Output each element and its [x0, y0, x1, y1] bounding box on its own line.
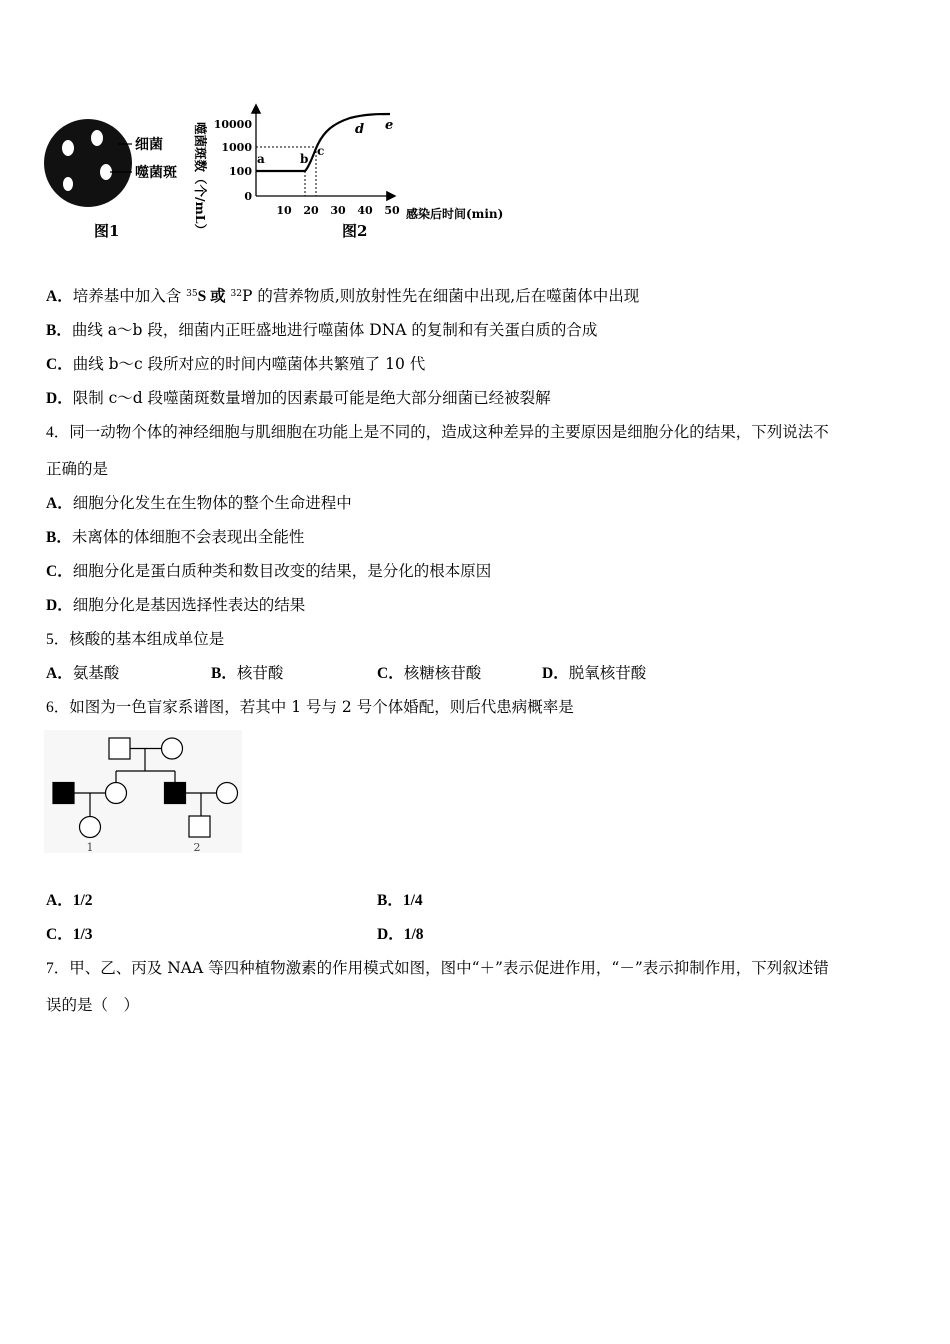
q6-number: 6． — [46, 699, 70, 716]
x-tick-50: 50 — [384, 204, 400, 217]
q6-stem-text: 如图为一色盲家系谱图，若其中 1 号与 2 号个体婚配，则后代患病概率是 — [69, 698, 574, 716]
q5-option-a-label: A． — [46, 665, 73, 682]
q4-option-b — [46, 526, 304, 549]
q3-option-a-text-1: 培养基中加入含 — [72, 287, 182, 305]
q5-option-d-label: D． — [542, 665, 569, 682]
q3-option-d — [46, 387, 551, 410]
q5-option-a — [46, 662, 119, 685]
q6-option-a — [46, 889, 93, 912]
callout-plaque-label: 噬菌斑 — [135, 165, 177, 181]
y-tick-10000: 10000 — [213, 118, 252, 131]
q5-option-c — [377, 662, 481, 685]
q6-option-c-label: C． — [46, 926, 73, 943]
q5-stem — [46, 628, 224, 651]
q4-stem-text-1: 同一动物个体的神经细胞与肌细胞在功能上是不同的，造成这种差异的主要原因是细胞分化的结果，下列说法不 — [69, 423, 829, 441]
plaque-2 — [91, 130, 103, 146]
q6-option-d — [377, 923, 424, 946]
q4-option-d-text: 细胞分化是基因选择性表达的结果 — [72, 596, 306, 614]
q3-option-b-label: B． — [46, 322, 72, 339]
q6-stem — [46, 696, 574, 719]
q7-stem-text-2: 误的是（ ） — [46, 996, 140, 1014]
q7-number: 7． — [46, 960, 70, 977]
y-tick-0: 0 — [244, 190, 252, 203]
q6-pedigree — [44, 730, 244, 855]
pedigree-label-2: 2 — [193, 841, 201, 854]
y-axis-title-rotated: 噬菌斑数（个/mL） — [193, 122, 208, 237]
q3-option-b — [46, 319, 597, 342]
plaque-1 — [62, 140, 74, 156]
y-tick-100: 100 — [229, 165, 252, 178]
q4-option-d — [46, 594, 305, 617]
q4-option-c-label: C． — [46, 563, 73, 580]
figure1-culture-dish — [40, 110, 190, 250]
x-tick-20: 20 — [303, 204, 319, 217]
q3-option-a-text-2: S 或 — [197, 288, 226, 305]
q4-option-c-text: 细胞分化是蛋白质种类和数目改变的结果，是分化的根本原因 — [72, 562, 492, 580]
q3-option-d-label: D． — [46, 390, 73, 407]
gen3-individual-1 — [80, 817, 101, 838]
point-label-b: b — [300, 152, 309, 166]
callout-bacteria-label: 细菌 — [135, 137, 163, 153]
point-label-d: d — [355, 122, 365, 137]
dish-circle — [44, 119, 132, 207]
q6-option-c — [46, 923, 93, 946]
pedigree-label-1: 1 — [86, 841, 94, 854]
q4-option-b-label: B． — [46, 529, 72, 546]
q3-option-a-sup-2: 32 — [230, 289, 242, 299]
q7-stem-text-1: 甲、乙、丙及 NAA 等四种植物激素的作用模式如图，图中“＋”表示促进作用，“－”表示抑制作用，下列叙述错 — [69, 959, 829, 977]
q4-option-a-text: 细胞分化发生在生物体的整个生命进程中 — [72, 494, 352, 512]
q3-option-d-text: 限制 c～d 段噬菌斑数量增加的因素最可能是绝大部分细菌已经被裂解 — [72, 389, 551, 407]
gen2-female-right — [217, 783, 238, 804]
q5-option-c-text: 核糖核苷酸 — [403, 664, 482, 682]
q3-option-a — [46, 285, 639, 308]
q5-option-b-text: 核苷酸 — [236, 664, 284, 682]
q7-stem-line1 — [46, 957, 829, 980]
figure2-chart — [190, 100, 510, 250]
figure2-label: 图2 — [342, 222, 368, 240]
q4-option-a-label: A． — [46, 495, 73, 512]
q4-stem-line2 — [46, 458, 108, 480]
q3-option-b-text: 曲线 a～b 段，细菌内正旺盛地进行噬菌体 DNA 的复制和有关蛋白质的合成 — [71, 321, 598, 339]
q3-option-a-label: A． — [46, 288, 73, 305]
q5-option-d — [542, 662, 646, 685]
q6-option-a-text: 1/2 — [72, 892, 93, 909]
gen1-female — [162, 738, 183, 759]
q3-option-a-sup-1: 35 — [186, 289, 198, 299]
plaque-3 — [63, 177, 73, 191]
q4-option-d-label: D． — [46, 597, 73, 614]
x-axis-title: 感染后时间(min) — [406, 207, 504, 221]
q5-stem-text: 核酸的基本组成单位是 — [69, 630, 225, 648]
q5-option-b-label: B． — [211, 665, 237, 682]
q4-stem-text-2: 正确的是 — [46, 460, 109, 478]
q5-number: 5． — [46, 631, 70, 648]
figure1-label: 图1 — [94, 222, 120, 240]
q6-option-b-label: B． — [377, 892, 403, 909]
q4-option-a — [46, 492, 352, 515]
point-label-c: c — [317, 144, 325, 158]
q5-option-d-text: 脱氧核苷酸 — [568, 664, 647, 682]
q6-option-d-label: D． — [377, 926, 404, 943]
gen3-individual-2 — [189, 816, 210, 837]
q4-option-b-text: 未离体的体细胞不会表现出全能性 — [71, 528, 305, 546]
q5-option-a-text: 氨基酸 — [72, 664, 120, 682]
x-tick-30: 30 — [330, 204, 346, 217]
q6-option-c-text: 1/3 — [72, 926, 93, 943]
q4-stem-line1 — [46, 421, 829, 444]
q3-option-c-label: C． — [46, 356, 73, 373]
q3-option-a-text-3: P 的营养物质,则放射性先在细菌中出现,后在噬菌体中出现 — [242, 287, 640, 305]
q5-option-c-label: C． — [377, 665, 404, 682]
y-axis-title-wrap — [193, 122, 208, 236]
gen1-male — [109, 738, 130, 759]
plaque-curve — [256, 114, 390, 171]
q6-option-d-text: 1/8 — [403, 926, 424, 943]
q5-option-b — [211, 662, 283, 685]
y-tick-1000: 1000 — [221, 141, 252, 154]
x-tick-40: 40 — [357, 204, 373, 217]
q3-option-c — [46, 353, 425, 376]
gen2-affected-male-left — [53, 783, 74, 804]
q3-option-c-text: 曲线 b～c 段所对应的时间内噬菌体共繁殖了 10 代 — [72, 355, 426, 373]
q6-option-b-text: 1/4 — [402, 892, 423, 909]
x-tick-10: 10 — [276, 204, 292, 217]
q4-number: 4． — [46, 424, 70, 441]
q6-option-a-label: A． — [46, 892, 73, 909]
point-label-a: a — [257, 152, 265, 166]
q4-option-c — [46, 560, 491, 583]
q6-option-b — [377, 889, 423, 912]
gen2-affected-male-right — [165, 783, 186, 804]
point-label-e: e — [385, 118, 394, 133]
gen2-female-left — [106, 783, 127, 804]
q7-stem-line2 — [46, 994, 139, 1016]
